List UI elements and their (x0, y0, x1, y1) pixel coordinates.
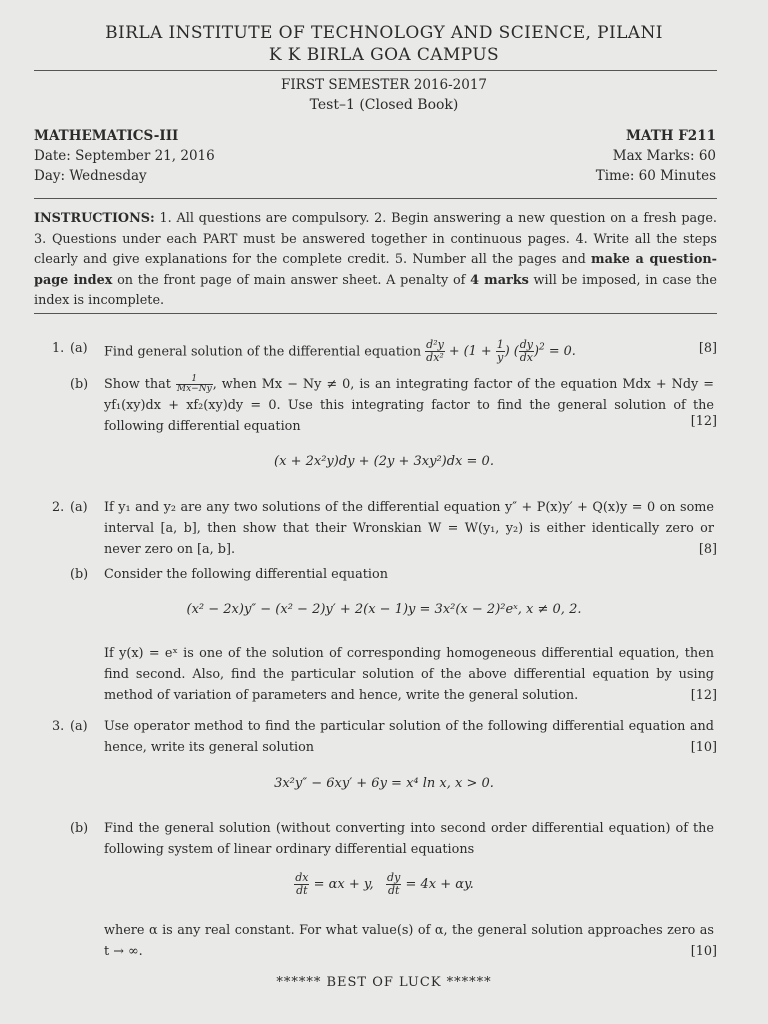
equation-3b: $\frac{dx}{dt}$ = αx + y, $\frac{dy}{dt}$ = 4x + αy. (295, 871, 474, 897)
question-text: where α is any real constant. For what value(s) of α, the general solution approaches zero as t → ∞. (104, 923, 714, 959)
instructions-label: INSTRUCTIONS: (34, 211, 155, 226)
course-code: MATH F211 (626, 128, 716, 144)
part-label: (b) (70, 377, 89, 392)
footer-best-of-luck: ****** BEST OF LUCK ****** (276, 975, 492, 990)
instructions-block (34, 209, 717, 312)
instructions-top-rule (34, 198, 717, 199)
instructions-text-1: 1. All questions are compulsory. 2. Begin answering a new question on a fresh page. 3. Questions under each PART must be answered together in continuous pages. 4. Write all the steps clearly and give explanations for the complete credit. 5. Number all the pages and (34, 211, 717, 267)
exam-day: Day: Wednesday (34, 168, 147, 184)
marks-badge: [8] (698, 542, 717, 557)
meta-left-block (34, 126, 215, 186)
question-text: Use operator method to find the particular solution of the following differential equation and hence, write its general solution (104, 719, 714, 755)
instructions-bottom-rule (34, 313, 717, 314)
max-marks: Max Marks: 60 (612, 148, 716, 164)
question-text: Consider the following differential equation (104, 567, 388, 582)
question-text: Find the general solution (without converting into second order differential equation) of the following system of linear ordinary differential equations (104, 821, 714, 857)
question-1b-text-1: Show that (104, 377, 171, 392)
semester-label: FIRST SEMESTER 2016-2017 (280, 77, 488, 93)
question-text: If y(x) = eˣ is one of the solution of corresponding homogeneous differential equation, then find second. Also, find the particular solution of the above differential equation by using method of variation of parameters and hence, write the general solution. (104, 646, 714, 703)
question-text (104, 338, 714, 364)
meta-right-block (596, 126, 716, 186)
marks-badge: [12] (690, 414, 717, 429)
marks-badge: [8] (698, 341, 717, 356)
marks-badge: [12] (690, 688, 717, 703)
part-label: (b) (70, 821, 89, 836)
question-1b-text-2: , when Mx − Ny ≠ 0, is an integrating factor of the equation Mdx + Ndy = yf₁(xy)dx + xf₂(xy)dy = 0. Use this integrating factor to find the general solution of the following differential equation (104, 377, 715, 434)
course-name: MATHEMATICS-III (34, 128, 179, 144)
question-number: 1. (52, 341, 65, 356)
equation-3a: 3x²y″ − 6xy′ + 6y = x⁴ ln x, x > 0. (274, 776, 494, 791)
institute-name: BIRLA INSTITUTE OF TECHNOLOGY AND SCIENCE, PILANI (105, 23, 663, 43)
integrating-factor: $\frac{1}{Mx-Ny}$ (176, 374, 212, 394)
instructions-bold-1: make a question-page index (34, 252, 717, 288)
test-label: Test–1 (Closed Book) (309, 97, 459, 113)
part-label: (a) (70, 500, 88, 515)
part-label: (a) (70, 719, 88, 734)
marks-badge: [10] (690, 740, 717, 755)
instructions-text-2: on the front page of main answer sheet. A penalty of (112, 272, 471, 288)
question-number: 2. (52, 500, 65, 515)
part-label: (a) (70, 341, 88, 356)
instructions-text-3: will be imposed, in case the index is incomplete. (34, 272, 717, 308)
equation-1b: (x + 2x²y)dy + (2y + 3xy²)dx = 0. (274, 454, 494, 469)
question-text (104, 374, 714, 437)
equation-2b: (x² − 2x)y″ − (x² − 2)y′ + 2(x − 1)y = 3x²(x − 2)²eˣ, x ≠ 0, 2. (186, 602, 582, 617)
question-text: If y₁ and y₂ are any two solutions of the differential equation y″ + P(x)y′ + Q(x)y = 0 on some interval [a, b], then show that their Wronskian W = W(y₁, y₂) is either identically zero or never zero on [a, b]. (104, 500, 714, 557)
instructions-bold-2: 4 marks (470, 272, 529, 288)
campus-name: K K BIRLA GOA CAMPUS (268, 45, 500, 65)
exam-time: Time: 60 Minutes (595, 168, 716, 184)
part-label: (b) (70, 567, 89, 582)
marks-badge: [10] (690, 944, 717, 959)
question-number: 3. (52, 719, 65, 734)
header-rule (34, 70, 717, 71)
equation-1a: $\frac{\text{d²y}}{\text{dx²}}$ + (1 + $\frac{1}{y}$ ) ( $\frac{dy}{dx}$ )$^2$ = 0. (426, 338, 576, 365)
question-1a-text: Find general solution of the differential equation (104, 344, 422, 360)
exam-date: Date: September 21, 2016 (34, 148, 215, 164)
